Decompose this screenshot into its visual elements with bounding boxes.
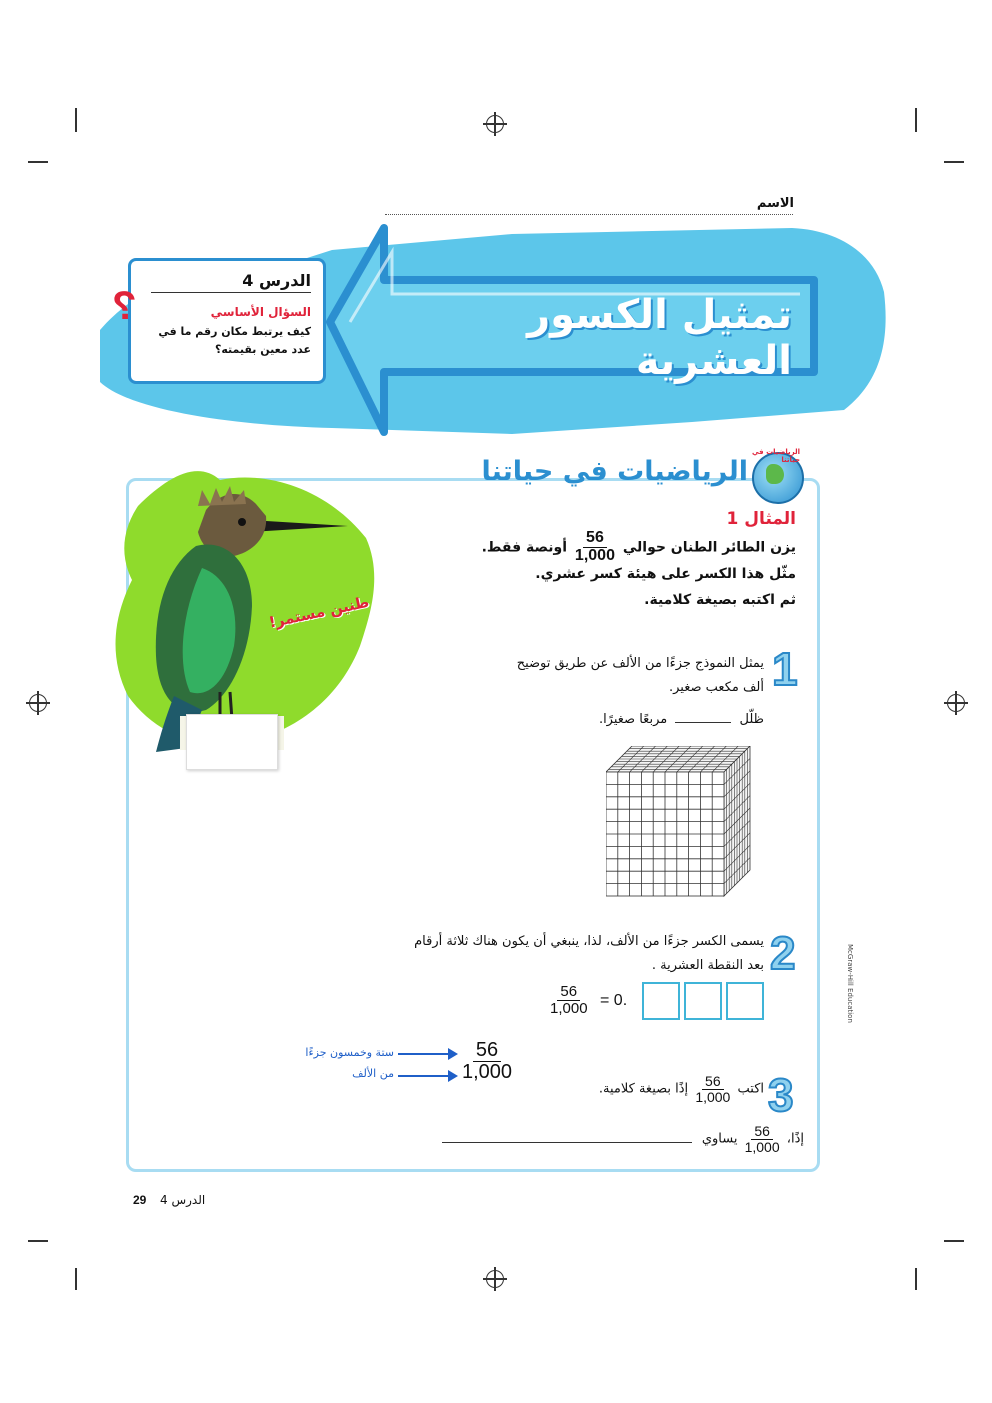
conclusion-part-2: يساوي (701, 1131, 738, 1147)
annotation-fraction-numerator: 56 (473, 1040, 501, 1062)
conclusion-answer-blank[interactable] (442, 1142, 692, 1143)
step-3-part-2: إذًا بصيغة كلامية. (598, 1081, 689, 1097)
step-1-shade-part-1: ظلّل (739, 712, 764, 727)
step-1-line-2: ألف مكعب صغير. (668, 680, 764, 695)
problem-line-2: مثّل هذا الكسر على هيئة كسر عشري. (535, 566, 796, 582)
crop-mark (915, 108, 917, 132)
lesson-title: تمثيل الكسور العشرية (527, 292, 792, 384)
annotation-arrow-2 (398, 1075, 456, 1077)
fraction-numerator: 56 (583, 530, 607, 548)
registration-mark-icon (29, 694, 47, 712)
fraction (575, 530, 615, 565)
crop-mark (75, 1268, 77, 1290)
lesson-card (128, 258, 326, 384)
essential-question-line-1: كيف يرتبط مكان رقم ما في (158, 325, 311, 338)
name-line[interactable] (385, 214, 793, 215)
essential-question-line-2: عدد معين بقيمته؟ (214, 343, 311, 356)
step-2-fraction-numerator: 56 (557, 984, 580, 1001)
conclusion-fraction-denominator: 1,000 (744, 1138, 780, 1155)
crop-mark (28, 161, 48, 163)
crop-mark (75, 108, 77, 132)
publisher-credit: McGraw-Hill Education (846, 944, 854, 1023)
decimal-digit-box-tenths[interactable] (642, 982, 680, 1020)
step-1-number: 1 (772, 643, 798, 695)
annotation-fraction (462, 1040, 512, 1083)
annotation-arrow-1 (398, 1053, 456, 1055)
real-world-badge: الرياضيات في حياتنا (751, 448, 800, 464)
registration-mark-icon (947, 694, 965, 712)
step-3-part-1: اكتب (737, 1081, 764, 1097)
fraction-denominator: 1,000 (574, 546, 615, 564)
name-label: الاسم (756, 196, 794, 211)
conclusion-line (420, 1124, 804, 1154)
step-3-fraction-denominator: 1,000 (695, 1088, 731, 1105)
footer-lesson-label: الدرس 4 (160, 1193, 206, 1207)
annotation-fraction-denominator: 1,000 (462, 1061, 513, 1083)
step-2-fraction-denominator: 1,000 (550, 999, 588, 1017)
step-3-number: 3 (768, 1069, 794, 1121)
step-1-shade-part-2: مربعًا صغيرًا. (598, 712, 668, 727)
step-3-line (520, 1074, 764, 1104)
annotation-line-1: ستة وخمسون جزءًا (305, 1046, 394, 1059)
conclusion-fraction-numerator: 56 (751, 1124, 773, 1140)
thousand-cube-model[interactable] (606, 746, 752, 898)
essential-question-label: السؤال الأساسي (210, 305, 311, 319)
registration-mark-icon (486, 115, 504, 133)
lesson-label: الدرس 4 (151, 271, 311, 293)
crop-mark (944, 161, 964, 163)
crop-mark (944, 1240, 964, 1242)
conclusion-part-1: إذًا، (786, 1131, 804, 1147)
problem-part-1: يزن الطائر الطنان حوالي (622, 539, 796, 556)
problem-part-2: أونصة فقط. (481, 539, 568, 556)
annotation-line-2: من الألف (352, 1067, 394, 1080)
problem-line-3: ثم اكتبه بصيغة كلامية. (644, 592, 796, 608)
step-2-equals: = 0. (600, 992, 628, 1009)
step-1-answer-blank[interactable] (675, 722, 731, 723)
registration-mark-icon (486, 1270, 504, 1288)
section-title: الرياضيات في حياتنا (481, 456, 748, 487)
decimal-digit-box-thousandths[interactable] (726, 982, 764, 1020)
decimal-digit-box-hundredths[interactable] (684, 982, 722, 1020)
question-mark-icon: ? (112, 284, 137, 328)
footer-page-number: 29 (133, 1193, 147, 1207)
step-2-line-2: بعد النقطة العشرية . (651, 958, 764, 973)
sticker-text: طنين مستمر! (267, 592, 371, 632)
step-2-fraction (550, 984, 588, 1017)
step-1-line-1: يمثل النموذج جزءًا من الألف عن طريق توضيح (516, 656, 764, 671)
crop-mark (28, 1240, 48, 1242)
step-3-fraction-numerator: 56 (702, 1074, 724, 1090)
example-label: المثال 1 (726, 509, 796, 529)
step-2-line-1: يسمى الكسر جزءًا من الألف، لذا، ينبغي أن يكون هناك ثلاثة أرقام (414, 934, 764, 949)
step-2-number: 2 (770, 927, 796, 979)
problem-line-1 (440, 530, 796, 565)
crop-mark (915, 1268, 917, 1290)
label-tag (186, 714, 278, 770)
step-1-shade-line (540, 712, 764, 727)
